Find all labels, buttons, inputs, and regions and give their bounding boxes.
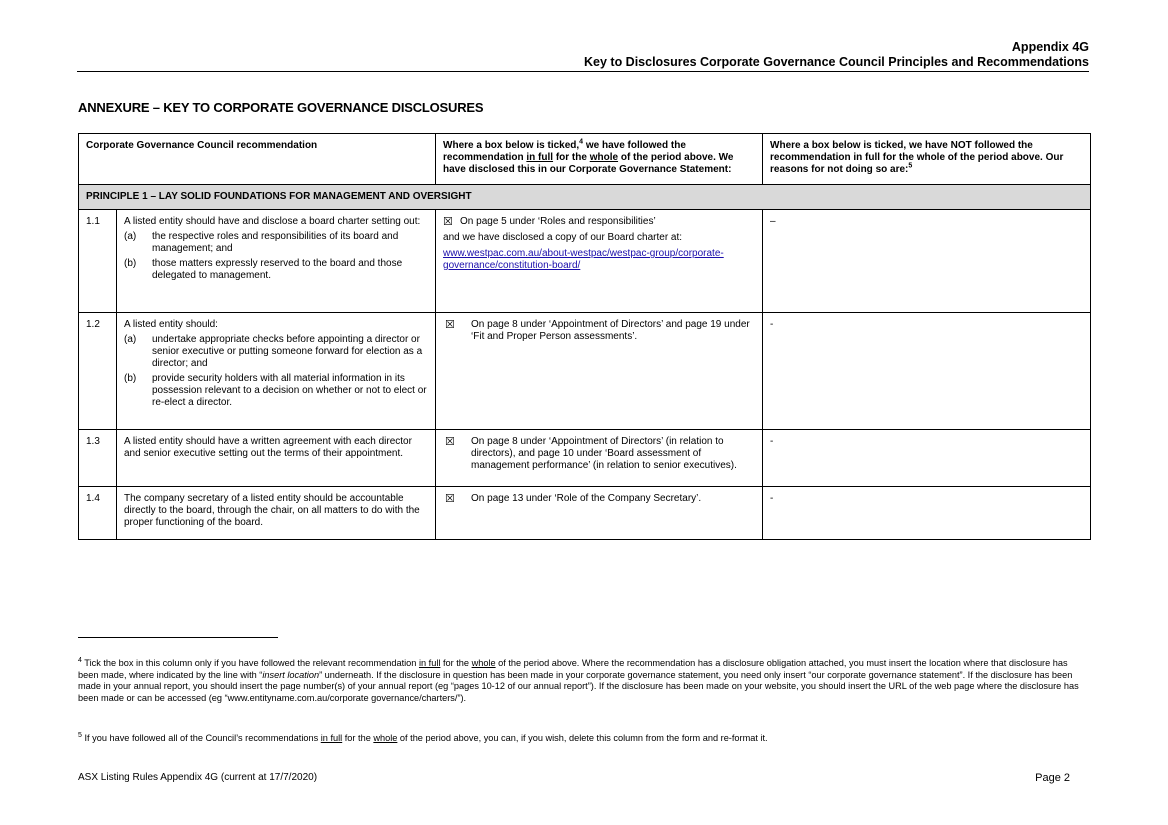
- table-row: [79, 487, 1091, 540]
- recommendation-number: 1.2: [79, 313, 117, 430]
- recommendation-number: 1.3: [79, 430, 117, 487]
- disclosure-cell: ☒ On page 5 under ‘Roles and responsibilities’ and we have disclosed a copy of our Board charter at: www.westpac.com.au/about-westpac/westpac-group/corporate-governance/constitution-board/: [436, 210, 763, 313]
- disclosure-cell: ☒ On page 8 under ‘Appointment of Directors’ (in relation to directors), and page 10 under ‘Board assessment of management performance’ (in relation to senior executives).: [436, 430, 763, 487]
- principle-row: [79, 185, 1091, 210]
- not-followed-cell: –: [763, 210, 1091, 313]
- recommendation-text: A listed entity should have a written agreement with each director and senior executive setting out the terms of their appointment.: [117, 430, 436, 487]
- annexure-title: ANNEXURE – KEY TO CORPORATE GOVERNANCE DISCLOSURES: [78, 100, 484, 115]
- not-followed-cell: -: [763, 487, 1091, 540]
- page-header: [584, 40, 1089, 70]
- board-charter-link[interactable]: www.westpac.com.au/about-westpac/westpac-group/corporate-governance/constitution-board/: [443, 248, 724, 271]
- recommendation-number: 1.4: [79, 487, 117, 540]
- table-row: [79, 313, 1091, 430]
- footer-document-reference: ASX Listing Rules Appendix 4G (current at 17/7/2020): [78, 772, 318, 783]
- footnote-5: $^5$ If you have followed all of the Council’s recommendations in full for the whole of the period above, you can, if you wish, delete this column from the form and re-format it.: [78, 731, 768, 743]
- footnote-4: $^4$ Tick the box in this column only if you have followed the relevant recommendation in full for the whole of the period above. Where the recommendation has a disclosure obligation attached, you must insert the location where that disclosure has been made, where indicated by the line with “insert location” underneath. If the disclosure in question has been made in your corporate governance statement, you need only insert “our corporate governance statement”. If the disclosure has been made in your annual report, you should insert the page number(s) of your annual report (eg “pages 10-12 of our annual report”). If the disclosure has been made on your website, you should insert the URL of the web page where the disclosure has been made or can be accessed (eg “www.entityname.com.au/corporate governance/charters/”).: [78, 656, 1079, 703]
- appendix-label: Appendix 4G: [1011, 40, 1089, 54]
- col-recommendation-header: Corporate Governance Council recommendation: [79, 134, 436, 185]
- principle-heading: PRINCIPLE 1 – LAY SOLID FOUNDATIONS FOR MANAGEMENT AND OVERSIGHT: [79, 185, 1091, 210]
- table-row: [79, 430, 1091, 487]
- recommendation-text: A listed entity should: (a) undertake appropriate checks before appointing a director or senior executive or putting someone forward for election as a director; and (b) provide security holders with all material information in its possession relevant to a decision on whether or not to elect or re-elect a director.: [117, 313, 436, 430]
- recommendation-number: 1.1: [79, 210, 117, 313]
- disclosure-cell: ☒ On page 13 under ‘Role of the Company Secretary’.: [436, 487, 763, 540]
- not-followed-cell: -: [763, 430, 1091, 487]
- recommendation-text: The company secretary of a listed entity should be accountable directly to the board, through the chair, on all matters to do with the proper functioning of the board.: [117, 487, 436, 540]
- checkbox-checked-icon[interactable]: ☒: [445, 436, 455, 448]
- disclosure-cell: ☒ On page 8 under ‘Appointment of Directors’ and page 19 under ‘Fit and Proper Person assessments’.: [436, 313, 763, 430]
- col-not-followed-header: Where a box below is ticked, we have NOT followed the recommendation in full for the whole of the period above. Our reasons for not doing so are:$^5$: [763, 134, 1091, 185]
- checkbox-checked-icon[interactable]: ☒: [445, 493, 455, 505]
- document-title: Key to Disclosures Corporate Governance Council Principles and Recommendations: [584, 55, 1089, 69]
- page-number: Page 2: [1035, 772, 1070, 784]
- header-divider: [77, 71, 1089, 72]
- table-header-row: [79, 134, 1091, 185]
- table-row: [79, 210, 1091, 313]
- recommendation-text: A listed entity should have and disclose a board charter setting out: (a) the respective roles and responsibilities of its board and management; and (b) those matters expressly reserved to the board and those delegated to management.: [117, 210, 436, 313]
- col-followed-header: Where a box below is ticked,$^4$ we have followed the recommendation in full for the whole of the period above. We have disclosed this in our Corporate Governance Statement:: [436, 134, 763, 185]
- checkbox-checked-icon[interactable]: ☒: [445, 319, 455, 331]
- governance-table: [78, 133, 1091, 540]
- not-followed-cell: -: [763, 313, 1091, 430]
- checkbox-checked-icon[interactable]: ☒: [443, 216, 453, 228]
- footnote-divider: [78, 637, 278, 638]
